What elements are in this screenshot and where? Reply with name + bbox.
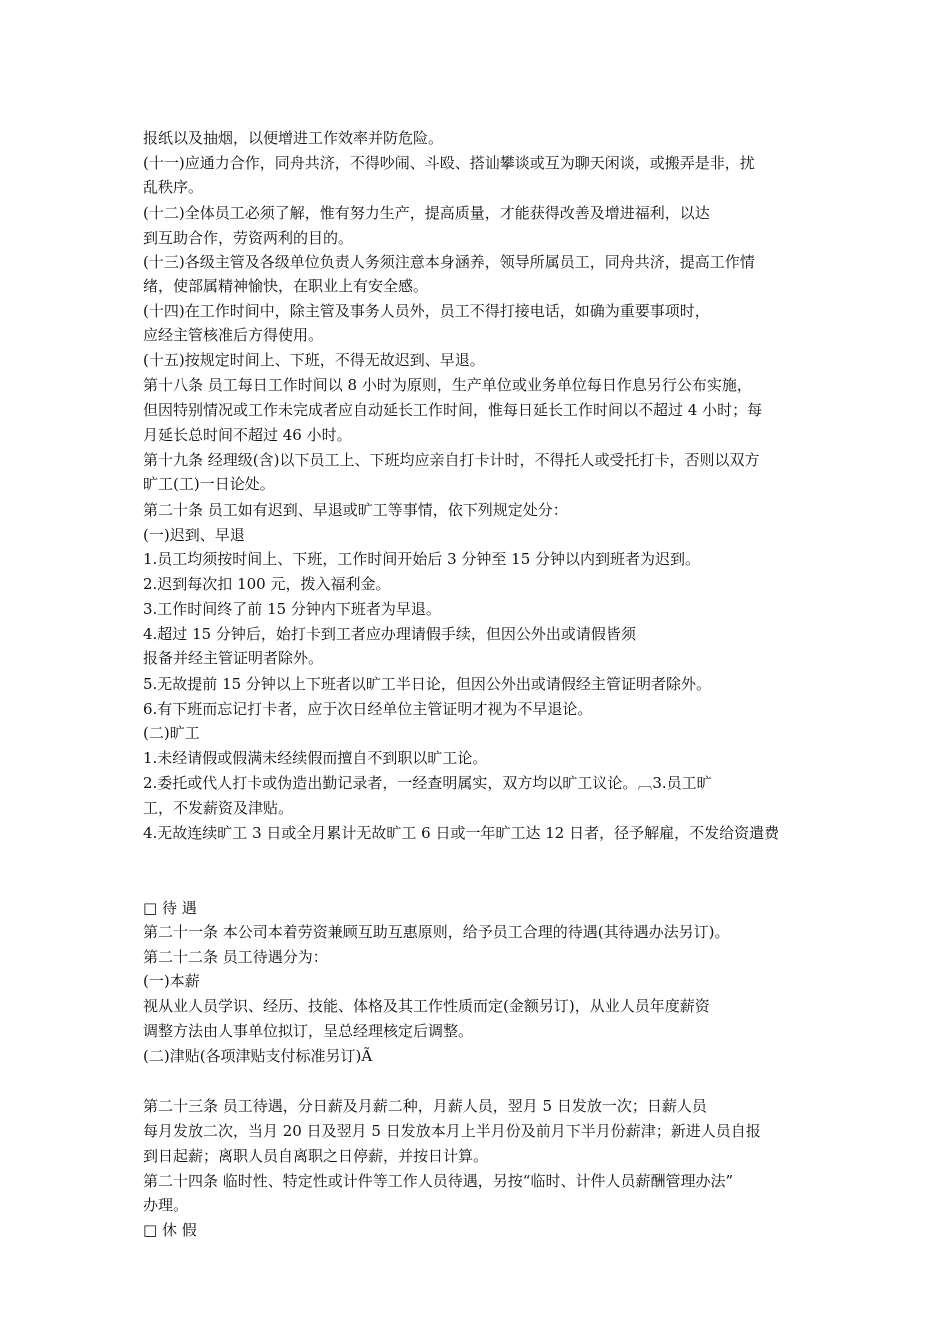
text-line: 第十九条 经理级(含)以下员工上、下班均应亲自打卡计时，不得托人或受托打卡，否则以双方 — [143, 451, 760, 469]
text-line: 报备并经主管证明者除外。 — [143, 649, 324, 667]
text-line: (十三)各级主管及各级单位负责人务须注意本身涵养，领导所属员工，同舟共济，提高工作情 — [143, 253, 755, 271]
text-line: 2.委托或代人打卡或伪造出勤记录者，一经查明属实，双方均以旷工议论。︹3.员工旷 — [143, 774, 712, 792]
text-line: 乱秩序。 — [143, 178, 204, 196]
section-heading: □ 休 假 — [143, 1221, 197, 1239]
text-line: 第二十二条 员工待遇分为： — [143, 948, 328, 966]
text-line: 月延长总时间不超过 46 小时。 — [143, 426, 352, 444]
text-line: 旷工(工)一日论处。 — [143, 475, 275, 493]
text-line: 应经主管核准后方得使用。 — [143, 326, 324, 344]
text-line: 到互助合作，劳资两利的目的。 — [143, 229, 354, 247]
text-line: 报纸以及抽烟，以便增进工作效率并防危险。 — [143, 129, 444, 147]
text-line: 但因特别情况或工作未完成者应自动延长工作时间，惟每日延长工作时间以不超过 4 小时；每 — [143, 401, 763, 419]
text-line: 1.未经请假或假满未经续假而擅自不到职以旷工论。 — [143, 749, 488, 767]
text-line: 视从业人员学识、经历、技能、体格及其工作性质而定(金额另订)，从业人员年度薪资 — [143, 997, 710, 1015]
text-line: (十二)全体员工必须了解，惟有努力生产，提高质量，才能获得改善及增进福利，以达 — [143, 204, 710, 222]
text-line: 每月发放二次，当月 20 日及翌月 5 日发放本月上半月份及前月下半月份薪津；新进人员自报 — [143, 1122, 761, 1140]
text-line: (一)本薪 — [143, 972, 200, 990]
text-line: (一)迟到、早退 — [143, 526, 245, 544]
text-line: 第二十三条 员工待遇，分日薪及月薪二种，月薪人员，翌月 5 日发放一次；日薪人员 — [143, 1097, 707, 1115]
text-line: (二)旷工 — [143, 724, 200, 742]
text-line: 5.无故提前 15 分钟以上下班者以旷工半日论，但因公外出或请假经主管证明者除外。 — [143, 675, 711, 693]
text-line: 3.工作时间终了前 15 分钟内下班者为早退。 — [143, 600, 441, 618]
text-line: 第二十四条 临时性、特定性或计件等工作人员待遇，另按“临时、计件人员薪酬管理办法” — [143, 1172, 734, 1190]
text-line: 办理。 — [143, 1196, 189, 1214]
text-line: 1.员工均须按时间上、下班，工作时间开始后 3 分钟至 15 分钟以内到班者为迟到。 — [143, 550, 701, 568]
text-line: (十四)在工作时间中，除主管及事务人员外，员工不得打接电话，如确为重要事项时， — [143, 302, 710, 320]
text-line: 4.无故连续旷工 3 日或全月累计无故旷工 6 日或一年旷工达 12 日者，径予解雇，不发给资遣费 — [143, 824, 780, 842]
text-line: 4.超过 15 分钟后，始打卡到工者应办理请假手续，但因公外出或请假皆须 — [143, 625, 636, 643]
text-line: (十五)按规定时间上、下班，不得无故迟到、早退。 — [143, 351, 485, 369]
text-line: 绪，使部属精神愉快，在职业上有安全感。 — [143, 277, 429, 295]
text-line: 工，不发薪资及津贴。 — [143, 799, 294, 817]
section-heading: □ 待 遇 — [143, 899, 197, 917]
text-line: 6.有下班而忘记打卡者，应于次日经单位主管证明才视为不早退论。 — [143, 700, 593, 718]
text-line: (二)津贴(各项津贴支付标准另订)Ã — [143, 1047, 373, 1065]
text-line: 到日起薪；离职人员自离职之日停薪，并按日计算。 — [143, 1147, 489, 1165]
text-line: 调整方法由人事单位拟订，呈总经理核定后调整。 — [143, 1022, 474, 1040]
text-line: 第二十一条 本公司本着劳资兼顾互助互惠原则，给予员工合理的待遇(其待遇办法另订)。 — [143, 923, 730, 941]
text-line: 第二十条 员工如有迟到、早退或旷工等事情，依下列规定处分： — [143, 501, 568, 519]
text-line: 2.迟到每次扣 100 元，拨入福利金。 — [143, 575, 391, 593]
text-line: (十一)应通力合作，同舟共济，不得吵闹、斗殴、搭讪攀谈或互为聊天闲谈，或搬弄是非，扰 — [143, 154, 755, 172]
text-line: 第十八条 员工每日工作时间以 8 小时为原则，生产单位或业务单位每日作息另行公布实施， — [143, 376, 752, 394]
